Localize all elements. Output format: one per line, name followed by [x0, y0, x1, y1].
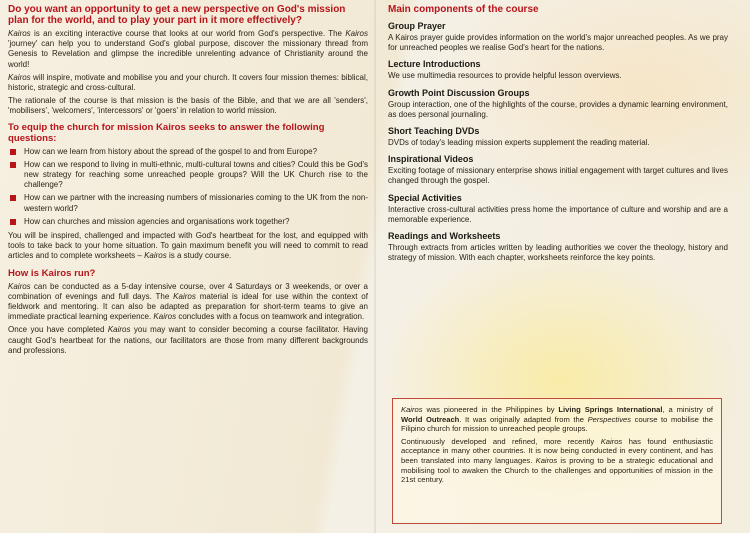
bullet-square-icon: [10, 162, 16, 168]
component-text: A Kairos prayer guide provides information on the world's major unreached peoples. As we pray for unreached peoples we realise God's heart for the nations.: [388, 33, 728, 53]
component-text: Interactive cross-cultural activities press home the importance of culture and worship and are a memorable experience.: [388, 204, 728, 224]
list-item: How can churches and mission agencies and organisations work together?: [8, 217, 368, 227]
component-item: [388, 231, 728, 263]
list-item: How can we respond to living in multi-ethnic, multi-cultural towns and cities? Could this be God's new strategy for reaching some unreached people groups? Will the UK Church rise to the challenge?: [8, 160, 368, 191]
outro-paragraph: You will be inspired, challenged and impacted with God's heartbeat for the lost, and equipped with tools to take back to your home situation. To gain maximum benefit you will need to commit to read articles and to complete worksheets – Kairos is a study course.: [8, 231, 368, 261]
component-item: [388, 21, 728, 53]
left-column: [8, 4, 368, 359]
history-paragraph-1: Kairos was pioneered in the Philippines by Living Springs International, a ministry of World Outreach. It was originally adapted from the Perspectives course to mobilise the Filipino church for mission to unreached people groups.: [401, 405, 714, 434]
component-title: Readings and Worksheets: [388, 231, 501, 242]
history-box: [392, 398, 722, 524]
component-item: [388, 88, 728, 120]
intro-paragraph-2: Kairos will inspire, motivate and mobilise you and your church. It covers four mission themes: biblical, historic, strategic and cross-cultural.: [8, 72, 368, 93]
intro-paragraph-3: The rationale of the course is that mission is the basis of the Bible, and that we are all 'senders', 'mobilisers', 'welcomers', 'intercessors' or 'goers' in relation to world mission.: [8, 96, 368, 116]
components-heading: Main components of the course: [388, 4, 539, 15]
list-item: How can we learn from history about the spread of the gospel to and from Europe?: [8, 147, 368, 157]
history-paragraph-2: Continuously developed and refined, more recently Kairos has found enthusiastic acceptance in many other countries. It is now being conducted in every continent, and has been translated into many languages. Kairos is proving to be a strategic educational and mobilising tool to awaken the Church to the challenges and opportunities of mission in the 21st century.: [401, 436, 714, 485]
component-text: DVDs of today's leading mission experts supplement the reading material.: [388, 138, 650, 148]
component-title: Special Activities: [388, 192, 462, 203]
questions-heading: To equip the church for mission Kairos seeks to answer the following questions:: [8, 121, 325, 144]
component-text: Through extracts from articles written by leading authorities we cover the theology, history and strategy of mission. With each chapter, worksheets reinforce the key points.: [388, 243, 728, 263]
questions-list: [8, 147, 368, 227]
list-item: How can we partner with the increasing numbers of missionaries coming to the UK from the non-western world?: [8, 193, 368, 213]
component-title: Growth Point Discussion Groups: [388, 87, 530, 98]
component-title: Group Prayer: [388, 21, 446, 31]
bullet-square-icon: [10, 219, 16, 225]
right-column: [388, 4, 728, 266]
component-title: Lecture Introductions: [388, 59, 481, 70]
component-text: Group interaction, one of the highlights of the course, provides a dynamic learning environment, as does personal journaling.: [388, 99, 728, 119]
component-item: [388, 154, 728, 186]
bullet-square-icon: [10, 195, 16, 201]
component-title: Short Teaching DVDs: [388, 126, 480, 137]
run-paragraph-1: Kairos can be conducted as a 5-day intensive course, over 4 Saturdays or 3 weekends, or over a combination of evenings and full days. The Kairos material is ideal for use within the context of fieldwork and mentoring. It can also be adapted as preparation for short-term teams to give an immediate practical learning experience. Kairos concludes with a focus on teamwork and integration.: [8, 281, 368, 322]
run-paragraph-2: Once you have completed Kairos you may want to consider becoming a course facilitator. Having caught God's heartbeat for the nations, our facilitators are those from many different backgrounds and professions.: [8, 325, 368, 355]
component-item: [388, 59, 728, 81]
page-fold: [374, 0, 376, 533]
intro-heading: Do you want an opportunity to get a new perspective on God's mission plan for the world, and to play your part in it more effectively?: [8, 4, 346, 26]
run-heading: How is Kairos run?: [8, 267, 96, 279]
bullet-square-icon: [10, 149, 16, 155]
component-item: [388, 193, 728, 225]
component-text: We use multimedia resources to provide helpful lesson overviews.: [388, 71, 622, 81]
intro-paragraph-1: Kairos is an exciting interactive course that looks at our world from God's perspective. The Kairos 'journey' can help you to understand God's global purpose, discover the missionary thread from Genesis to Revelation and glimpse the incredible unrelenting advance of Christianity around the world!: [8, 29, 368, 69]
component-item: [388, 126, 728, 148]
component-text: Exciting footage of missionary enterprise shows initial engagement with target cultures and lives changed through the gospel.: [388, 166, 728, 186]
component-title: Inspirational Videos: [388, 154, 474, 165]
